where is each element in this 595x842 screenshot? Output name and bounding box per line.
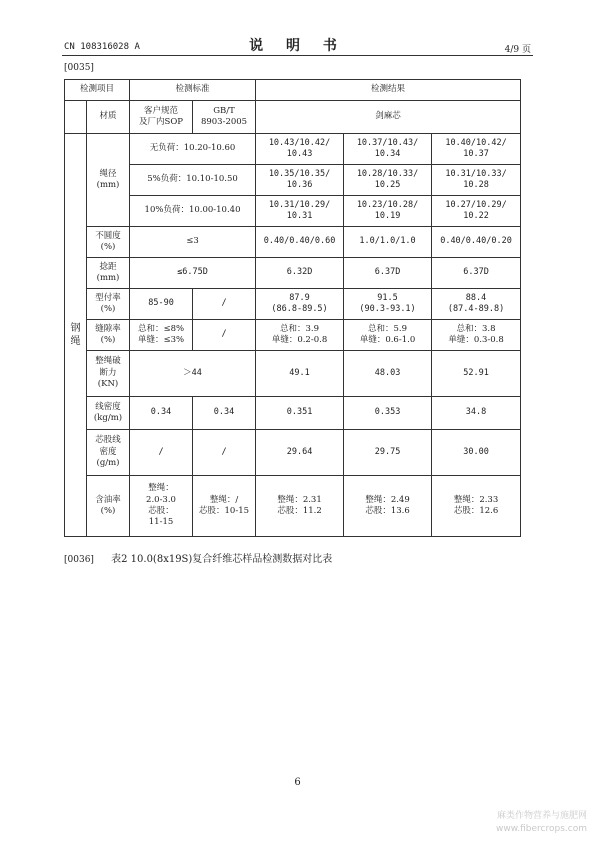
cell: 52.91	[432, 351, 521, 397]
cell: 85-90	[130, 289, 193, 320]
cell: 10.43/10.42/ 10.43	[256, 134, 344, 165]
patent-number: CN 108316028 A	[64, 42, 140, 52]
cell: 总和：≤8% 单缝：≤3%	[130, 320, 193, 351]
document-title: 说 明 书	[249, 38, 346, 54]
cell: 整绳： 2.0-3.0 芯股： 11-15	[130, 476, 193, 537]
cell: 总和：5.9 单缝：0.6-1.0	[344, 320, 432, 351]
cell: 整绳：2.49 芯股：13.6	[344, 476, 432, 537]
cell: ≤3	[130, 227, 256, 258]
paragraph-tag-0036: [0036]	[64, 555, 94, 565]
cell: 整绳：2.33 芯股：12.6	[432, 476, 521, 537]
label-roundness: 不圆度 (%)	[87, 227, 130, 258]
cell: 10.37/10.43/ 10.34	[344, 134, 432, 165]
std-5pct-load: 5%负荷：10.10-10.50	[130, 165, 256, 196]
cell: 91.5 (90.3-93.1)	[344, 289, 432, 320]
cell: /	[193, 289, 256, 320]
label-lay-length: 捻距 (mm)	[87, 258, 130, 289]
cell: ≤6.75D	[130, 258, 256, 289]
cell: 6.32D	[256, 258, 344, 289]
inspection-table	[64, 79, 521, 537]
cell: 0.34	[193, 397, 256, 430]
header-result: 检测结果	[256, 80, 521, 101]
std-customer-sop: 客户规范 及厂内SOP	[130, 101, 193, 134]
watermark	[496, 810, 587, 835]
std-gbt: GB/T 8903-2005	[193, 101, 256, 134]
label-core-density: 芯股线 密度 (g/m)	[87, 430, 130, 476]
cell: 10.23/10.28/ 10.19	[344, 196, 432, 227]
page-indicator: 4/9 页	[504, 45, 531, 55]
std-no-load: 无负荷：10.20-10.60	[130, 134, 256, 165]
cell: 6.37D	[432, 258, 521, 289]
std-10pct-load: 10%负荷：10.00-10.40	[130, 196, 256, 227]
steel-rope-group-label: 钢 绳	[65, 134, 87, 537]
cell: 1.0/1.0/1.0	[344, 227, 432, 258]
label-breaking-force: 整绳破 断力 (KN)	[87, 351, 130, 397]
cell: 29.75	[344, 430, 432, 476]
label-oil-content: 含油率 (%)	[87, 476, 130, 537]
cell: 0.34	[130, 397, 193, 430]
cell: 总和：3.8 单缝：0.3-0.8	[432, 320, 521, 351]
table-caption	[64, 550, 332, 565]
label-fitting-rate: 型付率 (%)	[87, 289, 130, 320]
caption-text: 表2 10.0(8x19S)复合纤维芯样品检测数据对比表	[111, 554, 333, 565]
cell: 整绳：/ 芯股：10-15	[193, 476, 256, 537]
cell: 整绳：2.31 芯股：11.2	[256, 476, 344, 537]
cell: /	[193, 320, 256, 351]
cell: /	[193, 430, 256, 476]
cell: 0.353	[344, 397, 432, 430]
cell: 10.31/10.33/ 10.28	[432, 165, 521, 196]
header-standard: 检测标准	[130, 80, 256, 101]
cell: 0.40/0.40/0.20	[432, 227, 521, 258]
cell: 10.28/10.33/ 10.25	[344, 165, 432, 196]
page-number: 6	[294, 777, 301, 788]
cell: ＞44	[130, 351, 256, 397]
cell: 10.31/10.29/ 10.31	[256, 196, 344, 227]
label-rope-diameter: 绳径 (mm)	[87, 134, 130, 227]
row-material-label: 材质	[87, 101, 130, 134]
watermark-line-1: 麻类作物营养与施肥网	[496, 811, 587, 821]
cell: 29.64	[256, 430, 344, 476]
watermark-line-2: www.fibercrops.com	[496, 823, 587, 834]
sample-material: 剑麻芯	[256, 101, 521, 134]
cell: 88.4 (87.4-89.8)	[432, 289, 521, 320]
label-gap-rate: 缝隙率 (%)	[87, 320, 130, 351]
paragraph-tag-0035: [0035]	[64, 63, 94, 73]
cell: 总和：3.9 单缝：0.2-0.8	[256, 320, 344, 351]
cell: 34.8	[432, 397, 521, 430]
cell: 30.00	[432, 430, 521, 476]
header-divider	[62, 55, 533, 56]
cell: 49.1	[256, 351, 344, 397]
cell: 10.40/10.42/ 10.37	[432, 134, 521, 165]
header-item: 检测项目	[65, 80, 130, 101]
cell: 87.9 (86.8-89.5)	[256, 289, 344, 320]
cell: 0.351	[256, 397, 344, 430]
cell: 48.03	[344, 351, 432, 397]
cell: 10.35/10.35/ 10.36	[256, 165, 344, 196]
label-linear-density: 线密度 (kg/m)	[87, 397, 130, 430]
cell: /	[130, 430, 193, 476]
cell: 10.27/10.29/ 10.22	[432, 196, 521, 227]
cell: 0.40/0.40/0.60	[256, 227, 344, 258]
cell: 6.37D	[344, 258, 432, 289]
